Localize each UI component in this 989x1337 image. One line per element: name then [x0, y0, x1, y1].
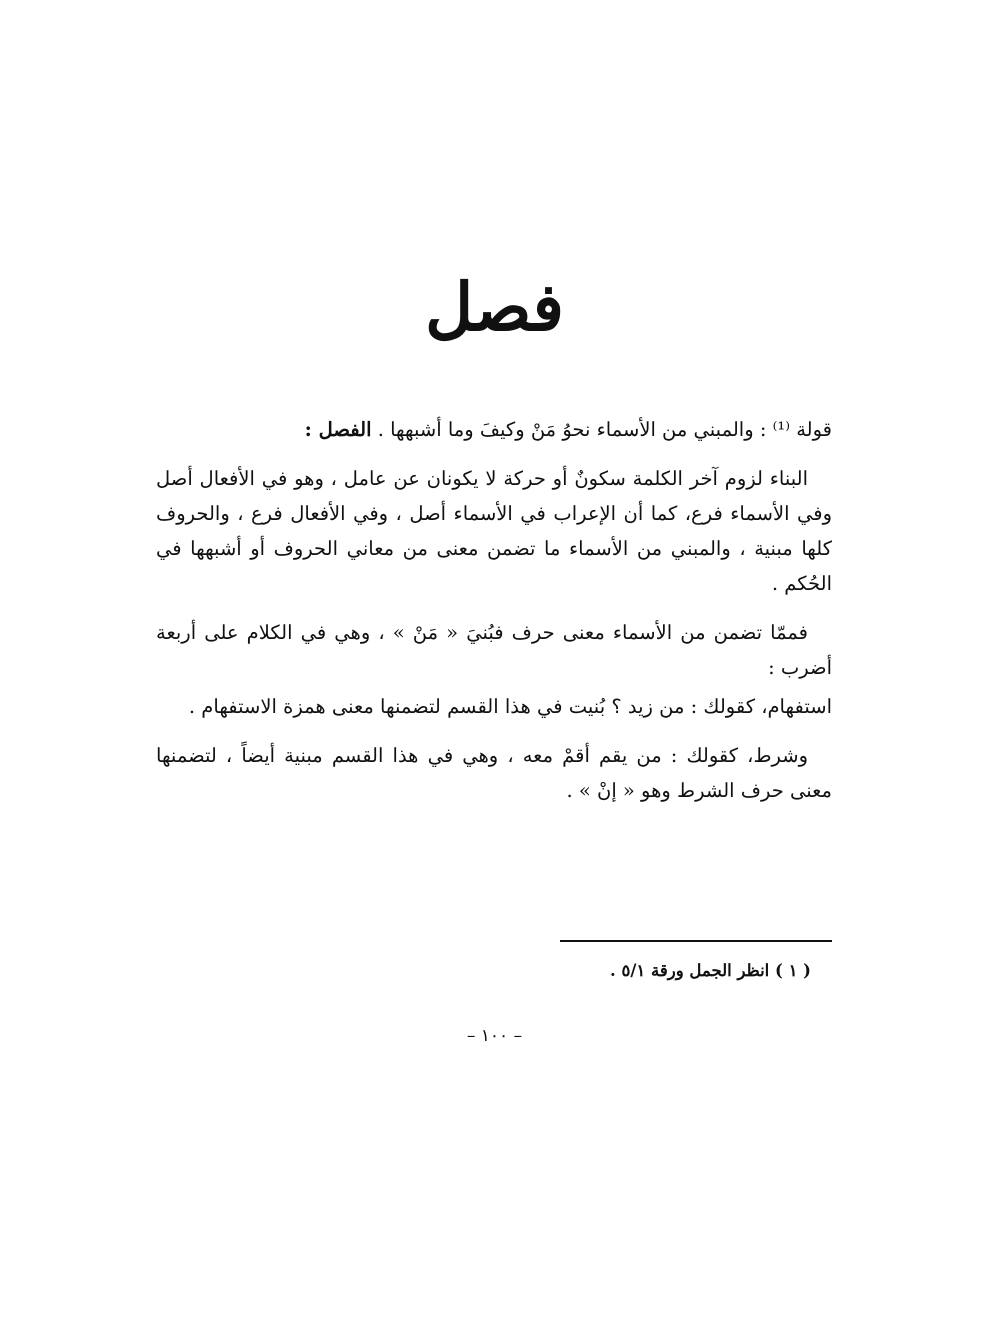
paragraph-1-bold-term: الفصل :: [304, 418, 372, 441]
paragraph-1: [156, 412, 832, 447]
paragraph-4: استفهام، كقولك : من زيد ؟ بُنيت في هذا القسم لتضمنها معنى همزة الاستفهام .: [188, 695, 832, 718]
paragraph-5: وشرط، كقولك : من يقم أقمْ معه ، وهي في هذا القسم مبنية أيضاً ، لتضمنها معنى حرف الشرط وهو « إنْ » .: [156, 744, 832, 802]
body-text: [156, 412, 832, 822]
paragraph-2: البناء لزوم آخر الكلمة سكونٌ أو حركة لا يكونان عن عامل ، وهو في الأفعال أصل وفي الأسماء فرع، كما أن الإعراب في الأسماء أصل ، وفي الأفعال فرع ، والحروف كلها مبنية ، والمبني من الأسماء ما تضمن معنى من معاني الحروف أو أشبهها في الحُكم .: [156, 467, 832, 595]
paragraph-1-text: قولة ⁽¹⁾ : والمبني من الأسماء نحوُ مَنْ وكيفَ وما أشبهها .: [377, 418, 832, 441]
paragraph-3: فممّا تضمن من الأسماء معنى حرف فبُنيَ « مَنْ » ، وهي في الكلام على أربعة أضرب :: [156, 621, 832, 679]
footnote: ( ١ ) انظر الجمل ورقة ٥/١ .: [609, 961, 811, 980]
chapter-title: فصل: [425, 268, 564, 346]
page-number: – ١٠٠ –: [466, 1026, 523, 1046]
footnote-divider: [560, 940, 832, 942]
